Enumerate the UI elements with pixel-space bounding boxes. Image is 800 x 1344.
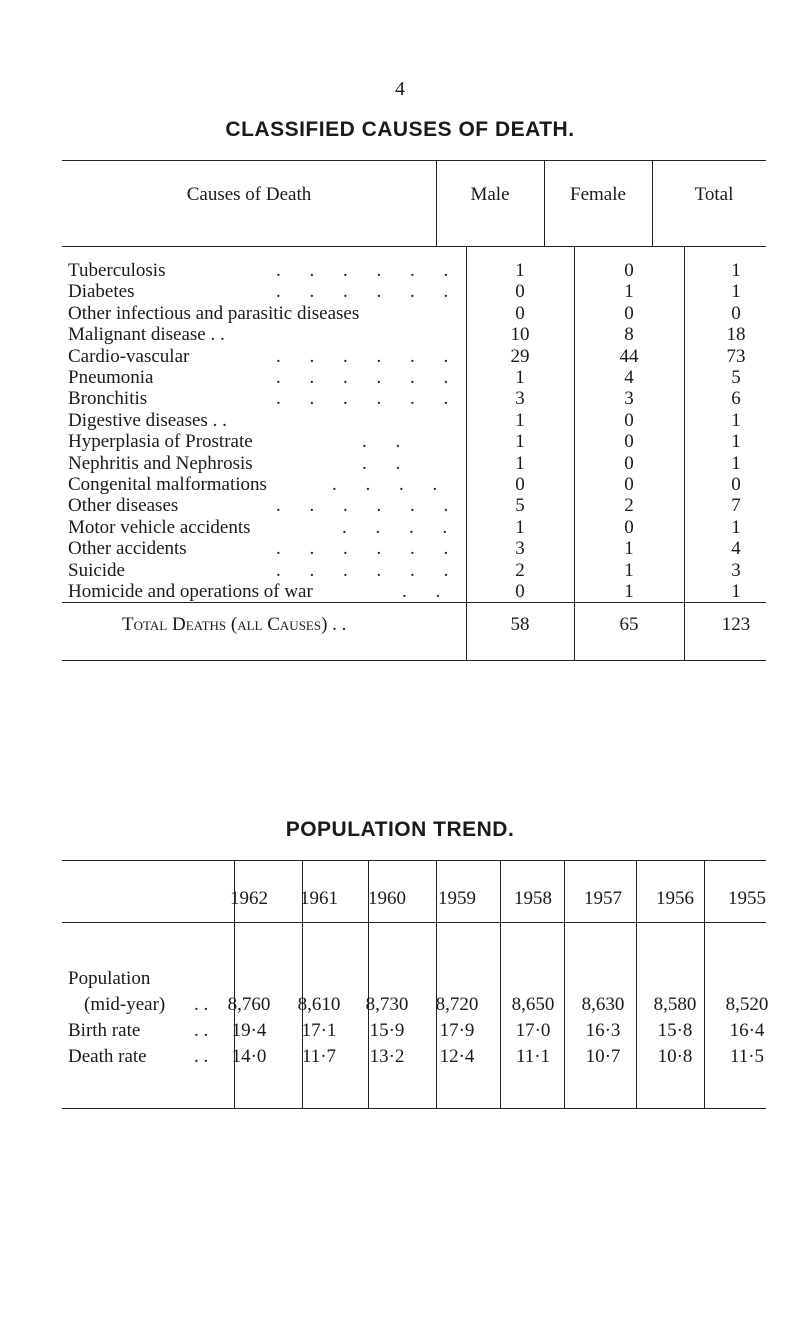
population-value: 17·9 [439,1020,475,1041]
male-count: 3 [515,388,525,410]
female-count: 0 [624,260,634,281]
population-value: 16·3 [585,1020,621,1041]
table-row [62,324,766,346]
cause-name: Other infectious and parasitic diseases [68,302,360,324]
population-value: 8,650 [511,994,555,1015]
female-count: 3 [624,388,634,410]
row-label: (mid-year) [84,994,166,1015]
totals-male: 58 [510,614,530,635]
female-count: 4 [624,367,634,388]
leader-dots: . . [362,431,402,453]
total-count: 6 [731,388,741,410]
total-count: 1 [731,581,741,602]
causes-table-title: CLASSIFIED CAUSES OF DEATH. [225,118,575,141]
female-count: 0 [624,474,634,495]
year-header: 1955 [728,888,766,909]
female-count: 8 [624,324,634,346]
row-label-line1: Population [68,968,151,989]
cause-name: Digestive diseases . . [68,409,227,431]
population-value: 8,720 [435,994,479,1015]
cause-name: Suicide [68,559,125,581]
row-label: Death rate [68,1046,147,1067]
page-number: 4 [395,78,405,100]
total-count: 4 [731,538,741,560]
year-header: 1957 [584,888,622,909]
leader-dots: . . [402,581,442,602]
leader-dots: . . . . [332,474,439,495]
table-row [62,453,766,475]
total-count: 1 [731,516,741,538]
population-value: 19·4 [231,1020,267,1041]
header-female: Female [570,184,626,205]
cause-name: Tuberculosis [68,260,166,281]
leader-dots: . . [194,1020,209,1041]
leader-dots: . . . . . . [276,281,450,303]
population-value: 11·5 [729,1046,765,1067]
table-bottom-rule [62,660,766,661]
male-count: 0 [515,581,525,602]
total-count: 1 [731,281,741,303]
female-count: 2 [624,495,634,517]
header-total: Total [694,184,734,205]
leader-dots: . . [194,1046,209,1067]
cause-name: Cardio-vascular [68,345,190,367]
population-value: 8,520 [725,994,769,1015]
total-count: 1 [731,452,741,474]
male-count: 1 [515,452,525,474]
cause-name: Other accidents [68,538,187,560]
population-value: 15·9 [369,1020,405,1041]
cause-name: Malignant disease . . [68,324,225,346]
total-count: 1 [731,260,741,281]
total-count: 3 [731,559,741,581]
table-row [62,346,766,368]
total-count: 73 [726,345,746,367]
leader-dots: . . . . . . [276,559,450,581]
population-value: 17·0 [515,1020,551,1041]
totals-row [62,614,766,636]
total-count: 7 [731,495,741,517]
female-count: 0 [624,409,634,431]
female-count: 1 [624,581,634,602]
population-value: 8,760 [227,994,271,1015]
totals-total: 123 [721,614,751,635]
table-top-rule [62,160,766,161]
population-value: 11·7 [301,1046,337,1067]
male-count: 0 [515,474,525,495]
header-bottom-rule [62,246,766,247]
male-count: 0 [515,281,525,303]
header-bottom-rule [62,922,766,923]
row-label: Birth rate [68,1020,141,1041]
population-value: 11·1 [515,1046,551,1067]
leader-dots: . . . . . . [276,367,450,388]
population-value: 15·8 [657,1020,693,1041]
table-row [62,367,766,389]
table-row [62,517,766,539]
female-count: 0 [624,516,634,538]
year-header: 1960 [368,888,406,909]
table-row [62,388,766,410]
cause-name: Motor vehicle accidents [68,516,251,538]
population-value: 8,610 [297,994,341,1015]
male-count: 1 [515,516,525,538]
leader-dots: . . [194,994,209,1015]
female-count: 44 [619,345,639,367]
table-row [62,560,766,582]
table-row [62,260,766,282]
cause-name: Diabetes [68,281,135,303]
cause-name: Hyperplasia of Prostrate [68,431,253,453]
population-table-title: POPULATION TREND. [285,818,515,841]
table-row [62,431,766,453]
cause-name: Homicide and operations of war [68,581,313,602]
male-count: 2 [515,559,525,581]
total-count: 1 [731,409,741,431]
table-row [62,538,766,560]
totals-female: 65 [619,614,639,635]
population-value: 8,580 [653,994,697,1015]
header-male: Male [470,184,510,205]
leader-dots: . . . . [342,516,449,538]
total-count: 0 [731,302,741,324]
leader-dots: . . . . . . [276,260,450,281]
cause-name: Bronchitis [68,388,148,410]
leader-dots: . . . . . . [276,495,450,517]
total-count: 0 [731,474,741,495]
total-count: 5 [731,367,741,388]
table-row [62,281,766,303]
population-value: 10·8 [657,1046,693,1067]
table-row [62,581,766,603]
cause-name: Nephritis and Nephrosis [68,452,253,474]
male-count: 10 [510,324,530,346]
female-count: 1 [624,281,634,303]
female-count: 0 [624,452,634,474]
header-causes: Causes of Death [186,184,312,205]
male-count: 1 [515,409,525,431]
leader-dots: . . [362,452,402,474]
total-count: 18 [726,324,746,346]
male-count: 1 [515,431,525,453]
population-value: 16·4 [729,1020,765,1041]
leader-dots: . . . . . . [276,388,450,410]
totals-label: Total Deaths (all Causes) . . [122,614,347,635]
female-count: 1 [624,559,634,581]
leader-dots: . . . . . . [276,345,450,367]
female-count: 1 [624,538,634,560]
year-header: 1958 [514,888,552,909]
leader-dots: . . . . . . [276,538,450,560]
cause-name: Other diseases [68,495,179,517]
female-count: 0 [624,431,634,453]
male-count: 3 [515,538,525,560]
population-value: 12·4 [439,1046,475,1067]
year-header: 1962 [230,888,268,909]
cause-name: Congenital malformations [68,474,267,495]
table-row [62,410,766,432]
male-count: 1 [515,367,525,388]
male-count: 29 [510,345,530,367]
population-value: 10·7 [585,1046,621,1067]
population-value: 8,630 [581,994,625,1015]
table-row [62,495,766,517]
population-value: 17·1 [301,1020,337,1041]
female-count: 0 [624,302,634,324]
total-count: 1 [731,431,741,453]
year-header: 1956 [656,888,694,909]
male-count: 0 [515,302,525,324]
male-count: 5 [515,495,525,517]
table-bottom-rule [62,1108,766,1109]
table-row [62,303,766,325]
year-header: 1961 [300,888,338,909]
population-value: 13·2 [369,1046,405,1067]
population-value: 14·0 [231,1046,267,1067]
male-count: 1 [515,260,525,281]
table-top-rule [62,860,766,861]
year-header: 1959 [438,888,476,909]
population-value: 8,730 [365,994,409,1015]
table-row [62,474,766,496]
cause-name: Pneumonia [68,367,154,388]
